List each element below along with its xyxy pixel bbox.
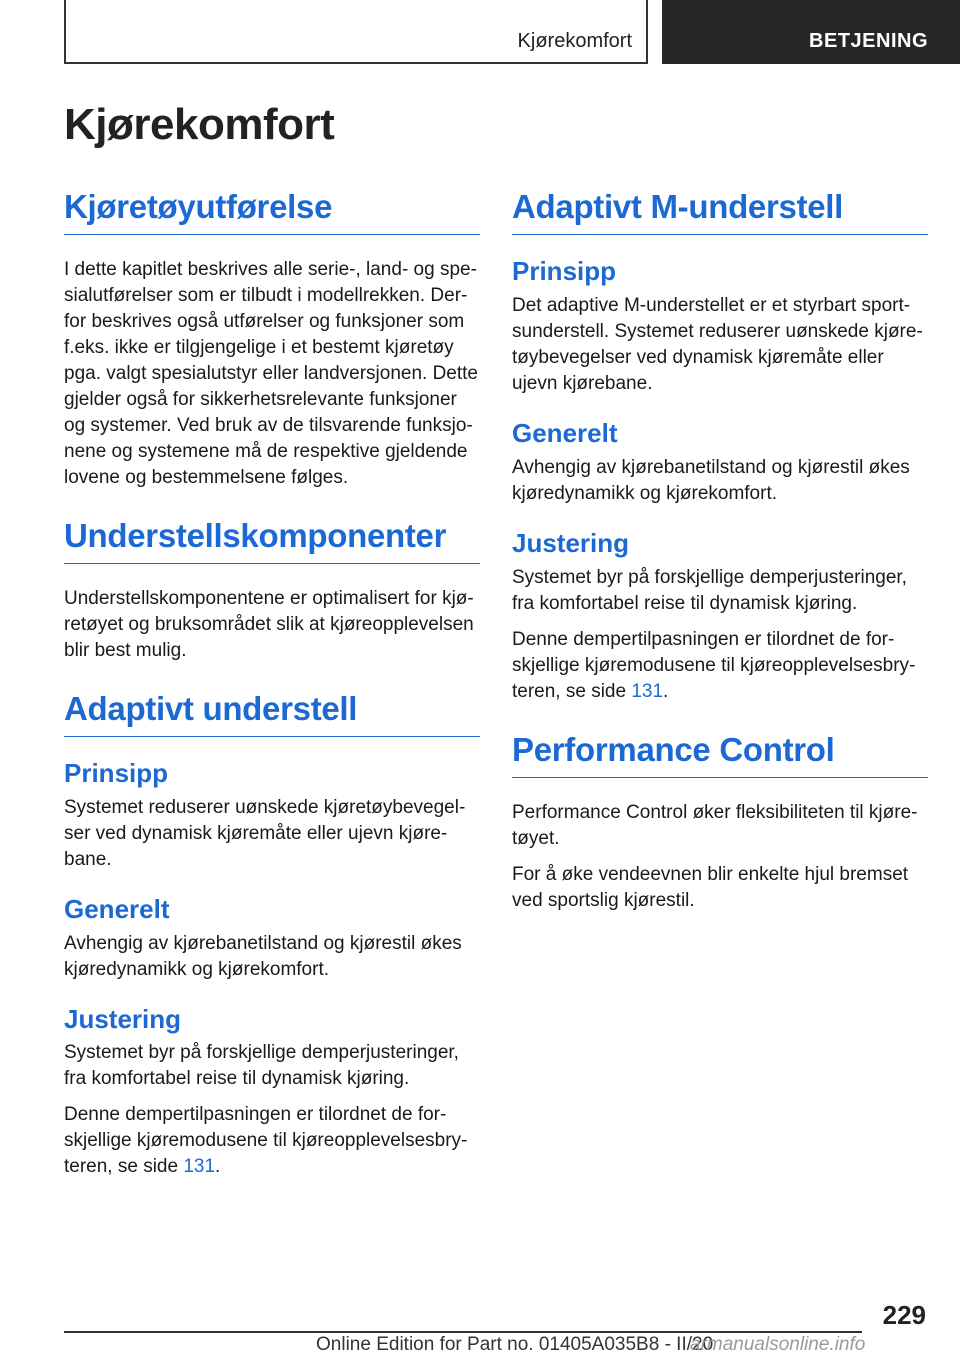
subsection-heading: Justering [64, 1003, 182, 1034]
page-reference-link[interactable]: 131 [183, 1156, 216, 1178]
subsection-heading: Prinsipp [64, 757, 169, 788]
subsection-prinsipp [512, 257, 928, 397]
paragraph: Systemet byr på forskjellige demperjusteringer, fra komfortabel reise til dynamisk kjøring. [512, 566, 907, 614]
paragraph: Understellskomponentene er optimalisert for kjøretøyet og bruksområdet slik at kjøreopplevelsen blir best mulig. [64, 587, 474, 661]
subsection-heading: Justering [512, 527, 630, 558]
section-heading: Kjøretøyutførelse [64, 188, 480, 235]
header-section-title: Kjørekomfort [517, 30, 632, 52]
subsection-generelt [512, 419, 928, 507]
footer-divider [64, 1331, 862, 1333]
subsection-heading: Prinsipp [512, 255, 617, 286]
right-column [512, 188, 928, 940]
paragraph: I dette kapitlet beskrives alle serie-, land- og spesialutførelser som er tilbudt i modellrekken. Derfor beskrives også utførelser og funksjoner som f.eks. ikke er tilgjengelige i et bestemt kjøretøy pga. valgt spesialutstyr eller landversjonen. Dette gjelder også for sikkerhetsrelevante funksjoner og systemer. Ved bruk av de tilsvarende funksjonene og systemene må de respektive gjeldende lovene og bestemmelsene følges. [64, 258, 479, 488]
paragraph-text: Denne dempertilpasningen er tilordnet de forskjellige kjøremodusene til kjøreopplevelsesbryteren, se side [512, 628, 916, 702]
page-number: 229 [882, 1300, 926, 1330]
paragraph: For å øke vendeevnen blir enkelte hjul bremset ved sportslig kjørestil. [512, 863, 909, 911]
paragraph: Avhengig av kjørebanetilstand og kjørestil økes kjøredynamikk og kjørekomfort. [64, 932, 462, 980]
section-heading: Understellskomponenter [64, 517, 480, 564]
paragraph: Det adaptive M-understellet er et styrbart sportsunderstell. Systemet reduserer uønskede kjøretøybevegelser ved dynamisk kjøremåte eller ujevn kjørebane. [512, 294, 923, 394]
subsection-justering [512, 529, 928, 705]
paragraph: Avhengig av kjørebanetilstand og kjørestil økes kjøredynamikk og kjørekomfort. [512, 456, 910, 504]
header-section-box [64, 0, 648, 64]
header-chapter-tab [662, 0, 960, 64]
footer-watermark: armanualsonline.info [690, 1334, 866, 1355]
paragraph: Performance Control øker fleksibiliteten til kjøretøyet. [512, 801, 918, 849]
section-heading: Performance Control [512, 731, 928, 778]
section-heading: Adaptivt M-understell [512, 188, 928, 235]
section-performance-control [512, 731, 928, 914]
section-adaptivt-understell [64, 690, 480, 1181]
left-column [64, 188, 480, 1206]
page-title: Kjørekomfort [64, 100, 335, 149]
section-heading: Adaptivt understell [64, 690, 480, 737]
header-chapter-title: BETJENING [809, 30, 928, 52]
section-adaptivt-m-understell [512, 188, 928, 705]
period: . [663, 680, 669, 702]
section-kjoretoyutforelse [64, 188, 480, 491]
paragraph [64, 1102, 480, 1180]
paragraph: Systemet byr på forskjellige demperjusteringer, fra komfortabel reise til dynamisk kjøring. [64, 1042, 459, 1090]
subsection-generelt [64, 895, 480, 983]
subsection-heading: Generelt [64, 893, 170, 924]
section-understellskomponenter [64, 517, 480, 664]
subsection-prinsipp [64, 759, 480, 873]
subsection-justering [64, 1005, 480, 1181]
subsection-heading: Generelt [512, 417, 618, 448]
page-reference-link[interactable]: 131 [631, 680, 664, 702]
paragraph [512, 627, 928, 705]
footer-edition: Online Edition for Part no. 01405A035B8 - II/20 [316, 1334, 714, 1355]
paragraph: Systemet reduserer uønskede kjøretøybevegelser ved dynamisk kjøremåte eller ujevn kjørebane. [64, 796, 466, 870]
period: . [215, 1156, 221, 1178]
paragraph-text: Denne dempertilpasningen er tilordnet de forskjellige kjøremodusene til kjøreopplevelsesbryteren, se side [64, 1104, 468, 1178]
